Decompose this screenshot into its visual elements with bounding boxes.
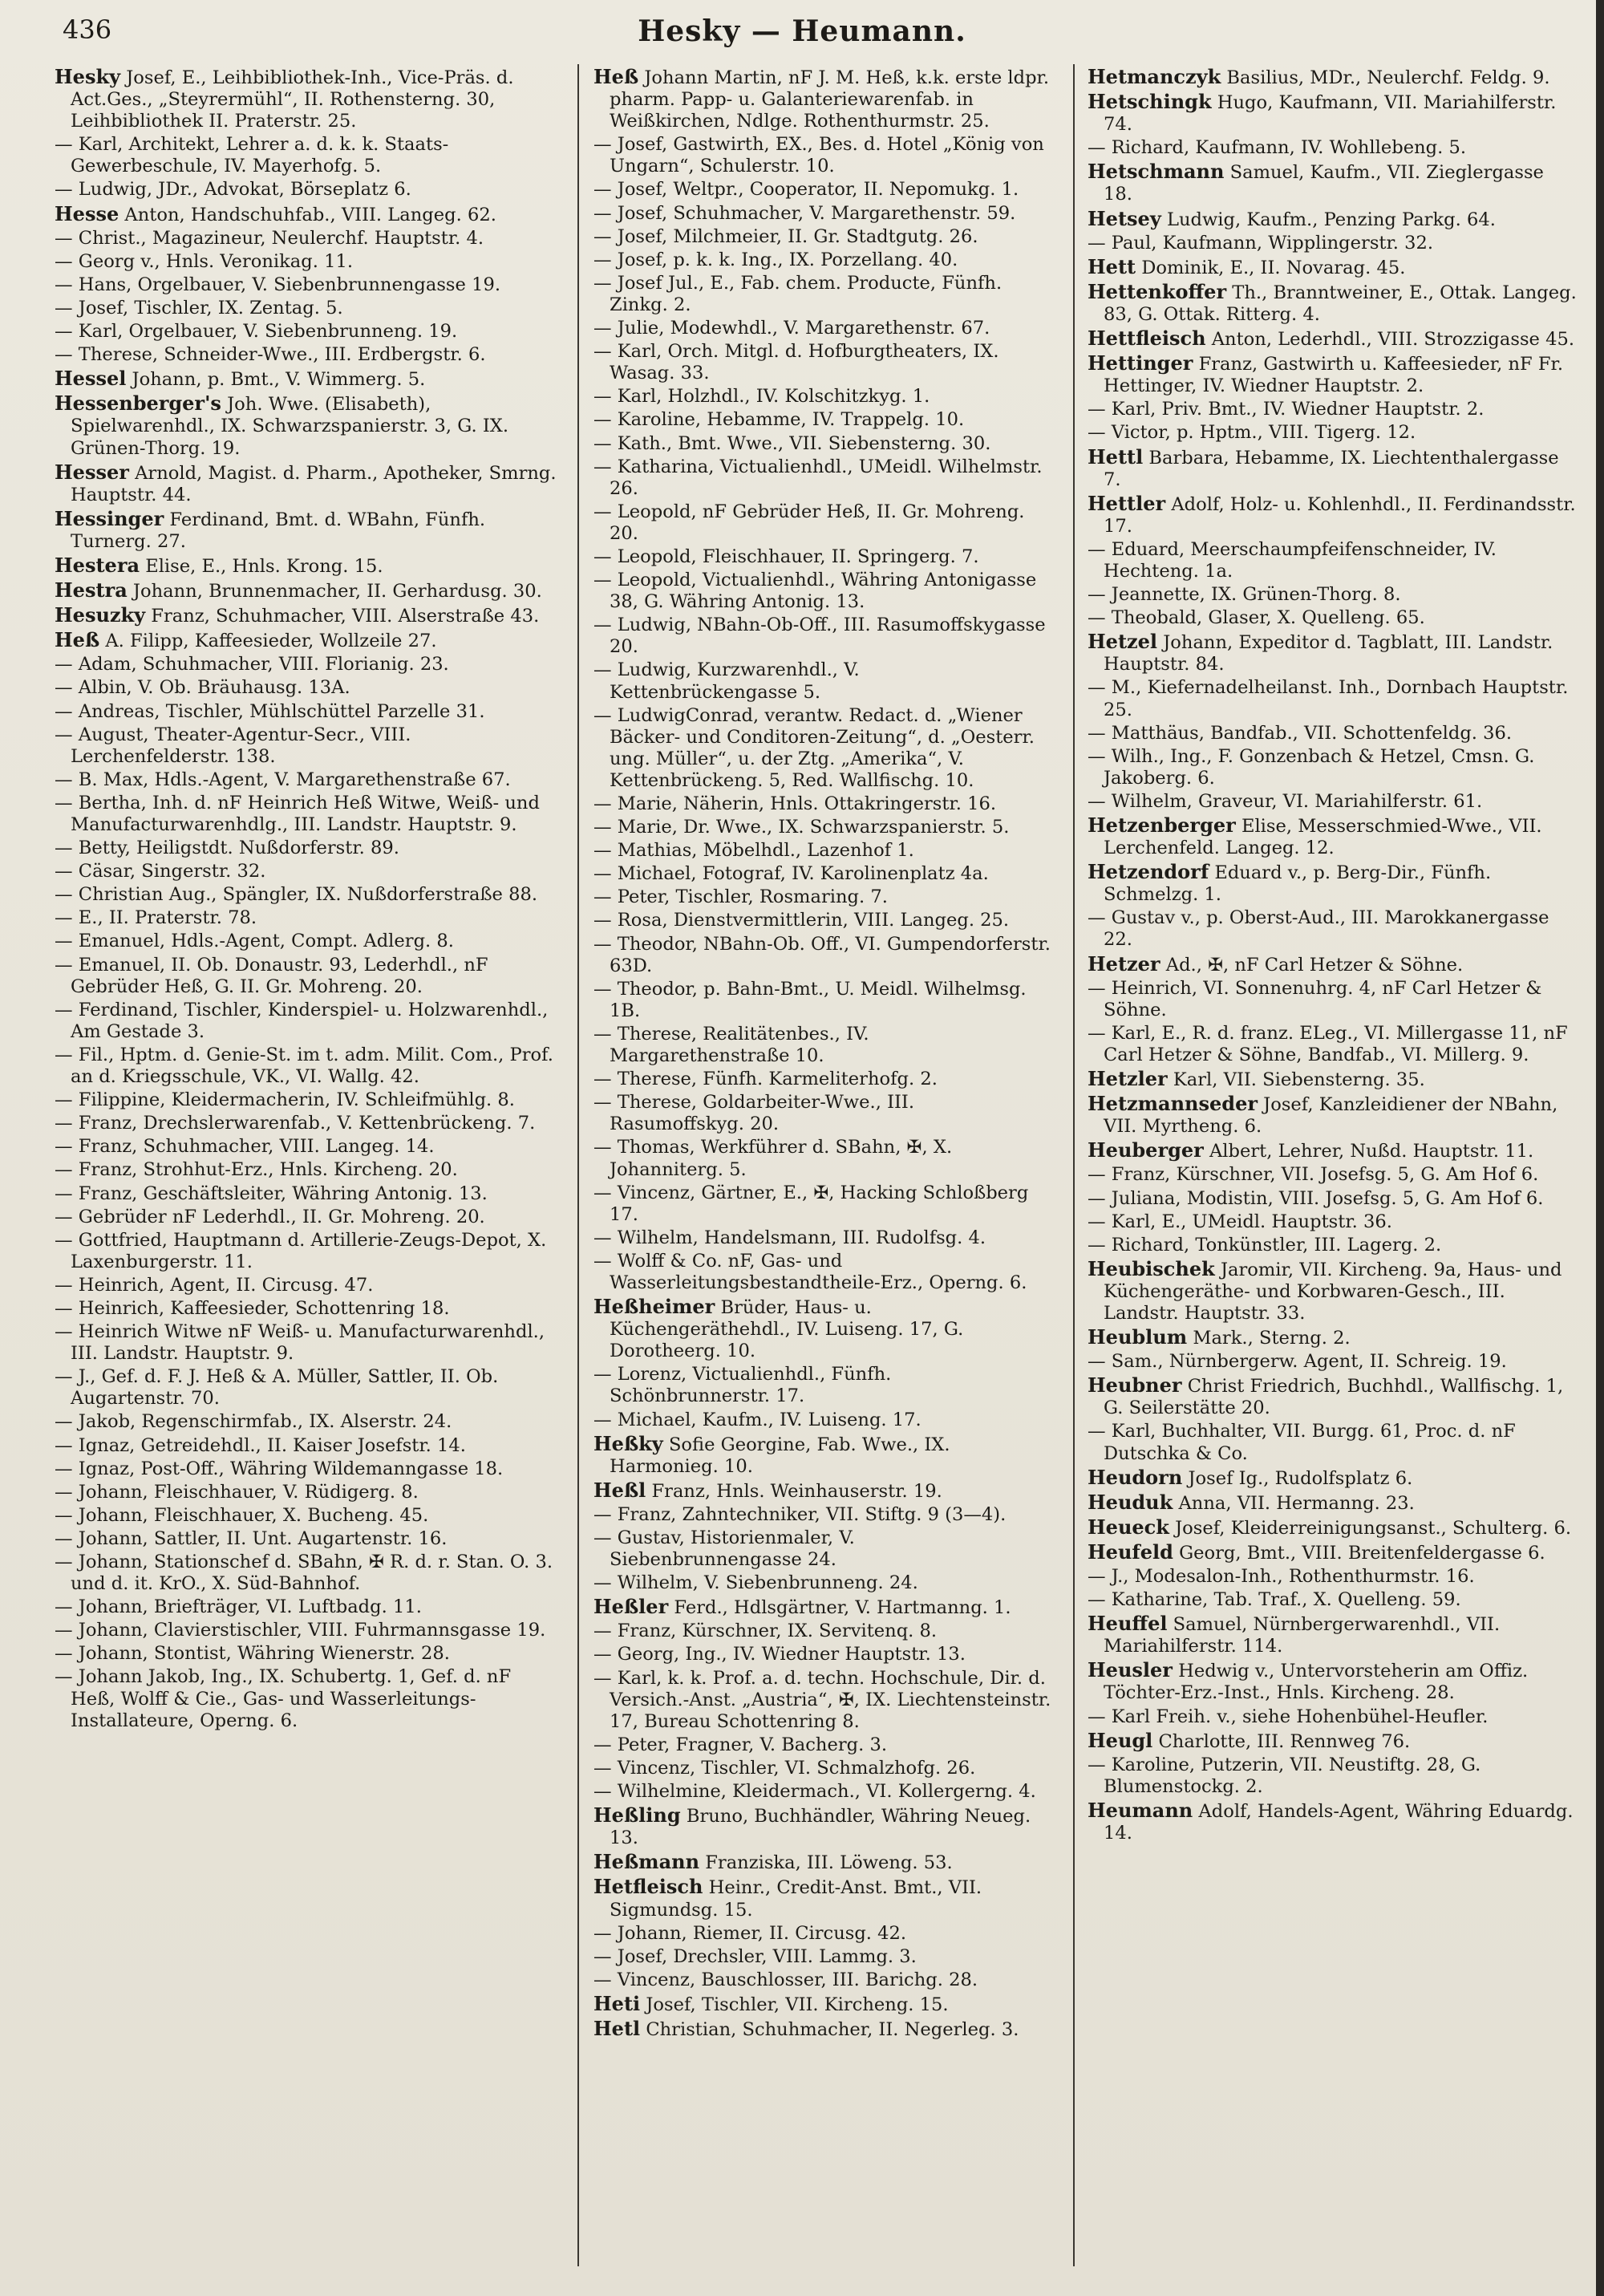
directory-entry: — E., II. Praterstr. 78. — [55, 907, 257, 929]
directory-entry: Heusler Hedwig v., Untervorsteherin am Offiz. Töchter-Erz.-Inst., Hnls. Kircheng. 28. — [1088, 1658, 1529, 1704]
directory-entry: Hetzmannseder Josef, Kanzleidiener der NBahn, VII. Myrtheng. 6. — [1088, 1092, 1558, 1138]
directory-entry: Hettinger Franz, Gastwirth u. Kaffeesieder, nF Fr. Hettinger, IV. Wiedner Hauptstr. 2. — [1088, 351, 1564, 397]
directory-entry: — Thomas, Werkführer d. SBahn, ✠, X. Johanniterg. 5. — [593, 1137, 953, 1180]
directory-entry: — Filippine, Kleidermacherin, IV. Schleifmühlg. 8. — [55, 1089, 515, 1111]
directory-entry: — Josef, Gastwirth, EX., Bes. d. Hotel „König von Ungarn“, Schulerstr. 10. — [593, 134, 1044, 177]
directory-entry: — Ludwig, Kurzwarenhdl., V. Kettenbrückengasse 5. — [593, 659, 860, 703]
directory-entry: — Adam, Schuhmacher, VIII. Florianig. 23. — [55, 654, 449, 675]
directory-entry: — M., Kiefernadelheilanst. Inh., Dornbach Hauptstr. 25. — [1088, 677, 1569, 720]
directory-entry: — Richard, Tonkünstler, III. Lagerg. 2. — [1088, 1234, 1442, 1255]
directory-entry: Hessinger Ferdinand, Bmt. d. WBahn, Fünfh. Turnerg. 27. — [55, 506, 486, 552]
directory-entry: Heti Josef, Tischler, VII. Kircheng. 15. — [593, 1991, 949, 2015]
directory-entry: — Wilhelm, Handelsmann, III. Rudolfsg. 4. — [593, 1227, 986, 1248]
directory-entry: — Lorenz, Victualienhdl., Fünfh. Schönbrunnerstr. 17. — [593, 1364, 892, 1407]
directory-entry: Hettfleisch Anton, Lederhdl., VIII. Strozzigasse 45. — [1088, 327, 1575, 351]
directory-entry: — Marie, Näherin, Hnls. Ottakringerstr. 16. — [593, 793, 997, 814]
directory-entry: — J., Gef. d. F. J. Heß & A. Müller, Sattler, II. Ob. Augartenstr. 70. — [55, 1366, 499, 1410]
directory-entry: — Josef, Schuhmacher, V. Margarethenstr. 59. — [593, 202, 1016, 224]
directory-entry: Hetzler Karl, VII. Siebensterng. 35. — [1088, 1067, 1425, 1091]
directory-entry: — Franz, Drechslerwarenfab., V. Kettenbrückeng. 7. — [55, 1113, 536, 1134]
directory-entry: — Johann, Stontist, Währing Wienerstr. 28. — [55, 1643, 450, 1665]
directory-entry: Heueck Josef, Kleiderreinigungsanst., Schulterg. 6. — [1088, 1515, 1572, 1539]
page-number: 436 — [63, 14, 112, 45]
directory-entry: — Andreas, Tischler, Mühlschüttel Parzelle 31. — [55, 700, 485, 722]
directory-entry: Heumann Adolf, Handels-Agent, Währing Eduardg. 14. — [1088, 1798, 1574, 1844]
directory-entry: Hessenberger's Joh. Wwe. (Elisabeth), Spielwarenhdl., IX. Schwarzspanierstr. 3, G. IX. Grünen-Thorg. 19. — [55, 391, 509, 459]
directory-entry: — Karl, Architekt, Lehrer a. d. k. k. Staats-Gewerbeschule, IV. Mayerhofg. 5. — [55, 134, 449, 177]
directory-entry: Heublum Mark., Sterng. 2. — [1088, 1325, 1351, 1349]
directory-entry: — Bertha, Inh. d. nF Heinrich Heß Witwe, Weiß- und Manufacturwarenhdlg., III. Landstr. Hauptstr. 9. — [55, 792, 540, 835]
directory-entry: Heßling Bruno, Buchhändler, Währing Neueg. 13. — [593, 1803, 1031, 1849]
directory-entry: — Johann, Sattler, II. Unt. Augartenstr. 16. — [55, 1527, 448, 1549]
directory-entry: — Karl, Buchhalter, VII. Burgg. 61, Proc. d. nF Dutschka & Co. — [1088, 1421, 1516, 1464]
directory-entry: — Wilh., Ing., F. Gonzenbach & Hetzel, Cmsn. G. Jakoberg. 6. — [1088, 745, 1535, 789]
directory-entry: — Vincenz, Tischler, VI. Schmalzhofg. 26. — [593, 1757, 976, 1779]
column-right — [1088, 66, 1578, 2280]
directory-entry: — B. Max, Hdls.-Agent, V. Margarethenstraße 67. — [55, 769, 511, 790]
directory-entry: Hetfleisch Heinr., Credit-Anst. Bmt., VII. Sigmundsg. 15. — [593, 1875, 982, 1921]
directory-entry: — Franz, Geschäftsleiter, Währing Antonig. 13. — [55, 1182, 488, 1204]
directory-entry: — Wolff & Co. nF, Gas- und Wasserleitungsbestandtheile-Erz., Operng. 6. — [593, 1250, 1027, 1293]
directory-entry: — Karl, E., R. d. franz. ELeg., VI. Millergasse 11, nF Carl Hetzer & Söhne, Bandfab., VI. Millerg. 9. — [1088, 1022, 1568, 1065]
directory-entry: — Katharine, Tab. Traf., X. Quelleng. 59. — [1088, 1589, 1461, 1611]
directory-entry: — Marie, Dr. Wwe., IX. Schwarzspanierstr. 5. — [593, 817, 1010, 838]
directory-entry: — Josef, Drechsler, VIII. Lammg. 3. — [593, 1945, 917, 1967]
directory-entry: Heßl Franz, Hnls. Weinhauserstr. 19. — [593, 1478, 942, 1502]
directory-entry: Heugl Charlotte, III. Rennweg 76. — [1088, 1728, 1411, 1752]
directory-entry: — Rosa, Dienstvermittlerin, VIII. Langeg. 25. — [593, 910, 1010, 931]
directory-entry: Hettenkoffer Th., Branntweiner, E., Ottak. Langeg. 83, G. Ottak. Ritterg. 4. — [1088, 279, 1577, 325]
directory-entry: — Franz, Strohhut-Erz., Hnls. Kircheng. 20. — [55, 1159, 458, 1181]
directory-entry: — Franz, Kürschner, VII. Josefsg. 5, G. Am Hof 6. — [1088, 1164, 1539, 1186]
column-left — [55, 66, 558, 2280]
directory-entry: — Mathias, Möbelhdl., Lazenhof 1. — [593, 840, 914, 862]
directory-entry: — August, Theater-Agentur-Secr., VIII. Lerchenfelderstr. 138. — [55, 724, 411, 767]
directory-entry: Hestera Elise, E., Hnls. Krong. 15. — [55, 553, 383, 577]
directory-entry: Hett Dominik, E., II. Novarag. 45. — [1088, 254, 1406, 278]
directory-entry: — Albin, V. Ob. Bräuhausg. 13A. — [55, 677, 350, 699]
directory-entry: — Karl, Priv. Bmt., IV. Wiedner Hauptstr. 2. — [1088, 399, 1485, 420]
directory-entry: — J., Modesalon-Inh., Rothenthurmstr. 16. — [1088, 1566, 1475, 1587]
directory-entry: Heßmann Franziska, III. Löweng. 53. — [593, 1850, 953, 1874]
directory-entry: Heufeld Georg, Bmt., VIII. Breitenfeldergasse 6. — [1088, 1539, 1545, 1564]
directory-entry: — Therese, Fünfh. Karmeliterhofg. 2. — [593, 1069, 938, 1090]
directory-entry: Heßky Sofie Georgine, Fab. Wwe., IX. Harmonieg. 10. — [593, 1431, 950, 1477]
directory-entry: — Johann, Riemer, II. Circusg. 42. — [593, 1922, 907, 1944]
directory-entry: — Michael, Fotograf, IV. Karolinenplatz 4a. — [593, 863, 989, 885]
directory-entry: — Gustav v., p. Oberst-Aud., III. Marokkanergasse 22. — [1088, 907, 1549, 951]
directory-entry: — Theodor, NBahn-Ob. Off., VI. Gumpendorferstr. 63D. — [593, 933, 1051, 976]
directory-entry: — Georg v., Hnls. Veronikag. 11. — [55, 250, 354, 272]
directory-entry: — Franz, Schuhmacher, VIII. Langeg. 14. — [55, 1136, 435, 1158]
directory-entry: Heubner Christ Friedrich, Buchhdl., Wallfischg. 1, G. Seilerstätte 20. — [1088, 1373, 1564, 1419]
directory-entry: — Johann, Fleischhauer, V. Rüdigerg. 8. — [55, 1481, 419, 1503]
directory-entry: — Johann, Stationschef d. SBahn, ✠ R. d. r. Stan. O. 3. und d. it. KrO., X. Süd-Bahnhof. — [55, 1552, 553, 1595]
directory-entry: Heuberger Albert, Lehrer, Nußd. Hauptstr. 11. — [1088, 1138, 1534, 1162]
directory-entry: — Karl, Holzhdl., IV. Kolschitzkyg. 1. — [593, 386, 930, 408]
directory-entry: Hetschmann Samuel, Kaufm., VII. Zieglergasse 18. — [1088, 160, 1544, 205]
directory-entry: — Johann, Fleischhauer, X. Bucheng. 45. — [55, 1504, 429, 1526]
directory-entry: — Johann, Briefträger, VI. Luftbadg. 11. — [55, 1596, 422, 1618]
directory-entry: — Victor, p. Hptm., VIII. Tigerg. 12. — [1088, 422, 1416, 444]
directory-entry: — Theobald, Glaser, X. Quelleng. 65. — [1088, 607, 1425, 629]
directory-entry: Hetschingk Hugo, Kaufmann, VII. Mariahilferstr. 74. — [1088, 90, 1557, 136]
directory-entry: — Sam., Nürnbergerw. Agent, II. Schreig. 19. — [1088, 1351, 1507, 1373]
directory-entry: Heßler Ferd., Hdlsgärtner, V. Hartmanng. 1. — [593, 1595, 1011, 1619]
directory-entry: — Emanuel, Hdls.-Agent, Compt. Adlerg. 8. — [55, 931, 454, 952]
directory-entry: — Peter, Fragner, V. Bacherg. 3. — [593, 1734, 888, 1755]
directory-entry: — Georg, Ing., IV. Wiedner Hauptstr. 13. — [593, 1644, 966, 1665]
directory-entry: — Karl, k. k. Prof. a. d. techn. Hochschule, Dir. d. Versich.-Anst. „Austria“, ✠, IX. Liechtensteinstr. 17, Bureau Schottenring 8. — [593, 1667, 1051, 1732]
directory-entry: — Ignaz, Post-Off., Währing Wildemanngasse 18. — [55, 1458, 504, 1479]
directory-entry: — Therese, Schneider-Wwe., III. Erdbergstr. 6. — [55, 344, 486, 366]
running-title: Hesky — Heumann. — [638, 14, 966, 48]
directory-entry: Hesse Anton, Handschuhfab., VIII. Langeg. 62. — [55, 201, 496, 225]
directory-entry: Hetzel Johann, Expeditor d. Tagblatt, III. Landstr. Hauptstr. 84. — [1088, 630, 1553, 675]
directory-entry: — Johann, Clavierstischler, VIII. Fuhrmannsgasse 19. — [55, 1620, 546, 1641]
directory-entry: — Julie, Modewhdl., V. Margarethenstr. 67. — [593, 318, 990, 339]
directory-entry: — Karl, Orgelbauer, V. Siebenbrunneng. 19. — [55, 321, 458, 343]
directory-entry: Hessel Johann, p. Bmt., V. Wimmerg. 5. — [55, 367, 426, 391]
directory-entry: — Karoline, Hebamme, IV. Trappelg. 10. — [593, 409, 965, 431]
directory-entry: Hesser Arnold, Magist. d. Pharm., Apotheker, Smrng. Hauptstr. 44. — [55, 460, 557, 505]
directory-entry: — Therese, Realitätenbes., IV. Margarethenstraße 10. — [593, 1023, 869, 1067]
directory-entry: — Katharina, Victualienhdl., UMeidl. Wilhelmstr. 26. — [593, 456, 1043, 499]
directory-entry: — Wilhelmine, Kleidermach., VI. Kollergerng. 4. — [593, 1781, 1036, 1803]
directory-entry: — Heinrich, Agent, II. Circusg. 47. — [55, 1274, 374, 1296]
directory-entry: — LudwigConrad, verantw. Redact. d. „Wiener Bäcker- und Conditoren-Zeitung“, d. „Oesterr. ung. Müller“, u. der Ztg. „Amerika“, V. Kettenbrückeng. 5, Red. Wallfischg. 10. — [593, 704, 1035, 791]
directory-entry: — Gustav, Historienmaler, V. Siebenbrunnengasse 24. — [593, 1527, 855, 1571]
directory-entry: — Ferdinand, Tischler, Kinderspiel- u. Holzwarenhdl., Am Gestade 3. — [55, 999, 549, 1042]
directory-entry: — Kath., Bmt. Wwe., VII. Siebensterng. 30. — [593, 432, 991, 454]
directory-entry: — Jeannette, IX. Grünen-Thorg. 8. — [1088, 584, 1401, 606]
directory-entry: — Josef, p. k. k. Ing., IX. Porzellang. 40. — [593, 249, 958, 270]
directory-entry: — Josef Jul., E., Fab. chem. Producte, Fünfh. Zinkg. 2. — [593, 272, 1003, 315]
directory-entry: — Vincenz, Gärtner, E., ✠, Hacking Schloßberg 17. — [593, 1182, 1029, 1225]
directory-entry: Hetzer Ad., ✠, nF Carl Hetzer & Söhne. — [1088, 951, 1464, 976]
directory-entry: — Jakob, Regenschirmfab., IX. Alserstr. 24. — [55, 1411, 452, 1433]
directory-entry: — Emanuel, II. Ob. Donaustr. 93, Lederhdl., nF Gebrüder Heß, G. II. Gr. Mohreng. 20. — [55, 954, 488, 997]
column-divider — [577, 64, 579, 2266]
directory-entry: Hettler Adolf, Holz- u. Kohlenhdl., II. Ferdinandsstr. 17. — [1088, 491, 1576, 537]
directory-entry: Heubischek Jaromir, VII. Kircheng. 9a, Haus- und Küchengeräthe- und Korbwaren-Gesch., III. Landstr. Hauptstr. 33. — [1088, 1256, 1562, 1324]
directory-entry: — Karl Freih. v., siehe Hohenbühel-Heufler. — [1088, 1706, 1489, 1727]
directory-entry: — Fil., Hptm. d. Genie-St. im t. adm. Milit. Com., Prof. an d. Kriegsschule, VK., VI. Wallg. 42. — [55, 1044, 553, 1088]
directory-entry: — Ludwig, JDr., Advokat, Börseplatz 6. — [55, 179, 411, 201]
directory-entry: Heß A. Filipp, Kaffeesieder, Wollzeile 27. — [55, 628, 437, 652]
directory-entry: — Richard, Kaufmann, IV. Wohllebeng. 5. — [1088, 137, 1467, 159]
directory-entry: — Vincenz, Bauschlosser, III. Barichg. 28. — [593, 1969, 978, 1990]
directory-entry: — Gebrüder nF Lederhdl., II. Gr. Mohreng. 20. — [55, 1206, 485, 1227]
directory-entry: — Theodor, p. Bahn-Bmt., U. Meidl. Wilhelmsg. 1B. — [593, 978, 1027, 1021]
directory-entry: Hestra Johann, Brunnenmacher, II. Gerhardusg. 30. — [55, 578, 542, 602]
column-middle — [593, 66, 1052, 2280]
directory-entry: Hetsey Ludwig, Kaufm., Penzing Parkg. 64. — [1088, 206, 1496, 230]
directory-entry: Hesky Josef, E., Leihbibliothek-Inh., Vice-Präs. d. Act.Ges., „Steyrermühl“, II. Rothensterng. 30, Leihbibliothek II. Praterstr. 25. — [55, 66, 514, 132]
directory-entry: — Josef, Milchmeier, II. Gr. Stadtgutg. 26. — [593, 225, 978, 247]
directory-entry: — Johann Jakob, Ing., IX. Schubertg. 1, Gef. d. nF Heß, Wolff & Cie., Gas- und Wasserleitungs-Installateure, Operng. 6. — [55, 1666, 512, 1731]
scan-edge — [1596, 0, 1604, 2296]
directory-entry: — Wilhelm, Graveur, VI. Mariahilferstr. 61. — [1088, 790, 1483, 812]
directory-entry: — Karoline, Putzerin, VII. Neustiftg. 28, G. Blumenstockg. 2. — [1088, 1754, 1481, 1797]
directory-entry: — Leopold, nF Gebrüder Heß, II. Gr. Mohreng. 20. — [593, 501, 1025, 544]
directory-entry: — Karl, E., UMeidl. Hauptstr. 36. — [1088, 1211, 1392, 1232]
directory-entry: — Michael, Kaufm., IV. Luiseng. 17. — [593, 1409, 921, 1430]
directory-entry: Heßheimer Brüder, Haus- u. Küchengeräthehdl., IV. Luiseng. 17, G. Dorotheerg. 10. — [593, 1295, 964, 1362]
directory-entry: Heudorn Josef Ig., Rudolfsplatz 6. — [1088, 1465, 1413, 1489]
directory-entry: — Franz, Kürschner, IX. Servitenq. 8. — [593, 1621, 938, 1642]
directory-entry: Hetmanczyk Basilius, MDr., Neulerchf. Feldg. 9. — [1088, 66, 1550, 88]
page-header — [0, 14, 1604, 63]
directory-entry: Heß Johann Martin, nF J. M. Heß, k.k. erste ldpr. pharm. Papp- u. Galanteriewarenfab. in Weißkirchen, Ndlge. Rothenthurmstr. 25. — [593, 66, 1050, 132]
directory-entry: Hettl Barbara, Hebamme, IX. Liechtenthalergasse 7. — [1088, 444, 1559, 490]
directory-entry: — Christ., Magazineur, Neulerchf. Hauptstr. 4. — [55, 227, 484, 249]
directory-entry: — Betty, Heiligstdt. Nußdorferstr. 89. — [55, 838, 399, 859]
directory-entry: — Matthäus, Bandfab., VII. Schottenfeldg. 36. — [1088, 722, 1513, 744]
directory-entry: Heuduk Anna, VII. Hermanng. 23. — [1088, 1490, 1415, 1514]
directory-entry: — Hans, Orgelbauer, V. Siebenbrunnengasse 19. — [55, 274, 501, 295]
directory-entry: — Ludwig, NBahn-Ob-Off., III. Rasumoffskygasse 20. — [593, 615, 1046, 658]
directory-entry: — Franz, Zahntechniker, VII. Stiftg. 9 (3—4). — [593, 1503, 1007, 1525]
directory-entry: Hetzenberger Elise, Messerschmied-Wwe., VII. Lerchenfeld. Langeg. 12. — [1088, 813, 1542, 859]
directory-entry: — Heinrich Witwe nF Weiß- u. Manufacturwarenhdl., III. Landstr. Hauptstr. 9. — [55, 1321, 545, 1365]
directory-entry: Hetl Christian, Schuhmacher, II. Negerleg. 3. — [593, 2016, 1019, 2040]
directory-entry: — Heinrich, VI. Sonnenuhrg. 4, nF Carl Hetzer & Söhne. — [1088, 977, 1542, 1020]
directory-entry: — Leopold, Fleischhauer, II. Springerg. 7. — [593, 546, 979, 567]
directory-entry: — Gottfried, Hauptmann d. Artillerie-Zeugs-Depot, X. Laxenburgerstr. 11. — [55, 1229, 547, 1272]
directory-entry: — Ignaz, Getreidehdl., II. Kaiser Josefstr. 14. — [55, 1434, 466, 1456]
column-divider — [1073, 64, 1075, 2266]
directory-entry: Hesuzky Franz, Schuhmacher, VIII. Alserstraße 43. — [55, 603, 540, 627]
directory-entry: — Karl, Orch. Mitgl. d. Hofburgtheaters, IX. Wasag. 33. — [593, 341, 999, 384]
directory-entry: — Wilhelm, V. Siebenbrunneng. 24. — [593, 1572, 918, 1594]
directory-entry: — Eduard, Meerschaumpfeifenschneider, IV. Hechteng. 1a. — [1088, 538, 1497, 582]
directory-entry: — Cäsar, Singerstr. 32. — [55, 861, 266, 882]
directory-entry: — Paul, Kaufmann, Wipplingerstr. 32. — [1088, 232, 1434, 254]
directory-entry: — Josef, Weltpr., Cooperator, II. Nepomukg. 1. — [593, 179, 1019, 201]
directory-entry: — Josef, Tischler, IX. Zentag. 5. — [55, 297, 343, 318]
directory-entry: — Juliana, Modistin, VIII. Josefsg. 5, G. Am Hof 6. — [1088, 1187, 1544, 1209]
directory-entry: — Therese, Goldarbeiter-Wwe., III. Rasumoffskyg. 20. — [593, 1092, 915, 1135]
directory-entry: — Peter, Tischler, Rosmaring. 7. — [593, 886, 888, 908]
directory-entry: — Christian Aug., Spängler, IX. Nußdorferstraße 88. — [55, 884, 538, 906]
directory-entry: Hetzendorf Eduard v., p. Berg-Dir., Fünfh. Schmelzg. 1. — [1088, 860, 1492, 906]
directory-entry: Heuffel Samuel, Nürnbergerwarenhdl., VII. Mariahilferstr. 114. — [1088, 1612, 1501, 1657]
directory-entry: — Leopold, Victualienhdl., Währing Antonigasse 38, G. Währing Antonig. 13. — [593, 570, 1037, 613]
directory-entry: — Heinrich, Kaffeesieder, Schottenring 18. — [55, 1297, 450, 1319]
